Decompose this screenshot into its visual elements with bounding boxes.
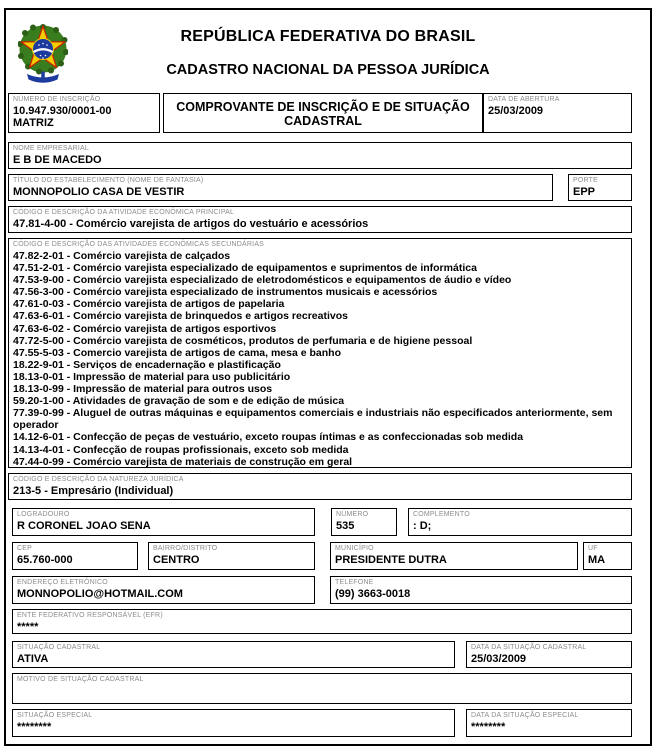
field-label: CÓDIGO E DESCRIÇÃO DA ATIVIDADE ECONÔMICA PRINCIPAL xyxy=(13,209,235,216)
field-value: (99) 3663-0018 xyxy=(335,588,411,600)
field-municipio xyxy=(330,542,578,570)
atividade-secundaria-item: 47.55-5-03 - Comercio varejista de artigos de cama, mesa e banho xyxy=(13,346,341,359)
field-value: 25/03/2009 xyxy=(488,105,544,117)
atividade-secundaria-item: 77.39-0-99 - Aluguel de outras máquinas e equipamentos comerciais e industriais não especificados anteriormente, sem operador xyxy=(13,407,613,432)
field-value: 535 xyxy=(336,520,355,532)
atividade-secundaria-item: 47.44-0-99 - Comércio varejista de materiais de construção em geral xyxy=(13,455,353,468)
field-value: PRESIDENTE DUTRA xyxy=(335,554,447,566)
field-complemento xyxy=(408,508,632,536)
field-nome-empresarial xyxy=(8,142,632,169)
field-label: TELEFONE xyxy=(335,579,374,586)
atividade-secundaria-item: 47.56-3-00 - Comércio varejista especializado de instrumentos musicais e acessórios xyxy=(13,286,438,299)
field-label: CEP xyxy=(17,545,32,552)
field-label: DATA DA SITUAÇÃO CADASTRAL xyxy=(471,644,587,651)
field-endereco-eletronico xyxy=(12,576,315,604)
field-value: MONNOPOLIO CASA DE VESTIR xyxy=(13,186,185,198)
atividade-secundaria-item: 47.82-2-01 - Comércio varejista de calçados xyxy=(13,250,231,262)
field-nome-fantasia xyxy=(8,174,553,201)
field-value: ***** xyxy=(17,621,39,633)
atividade-secundaria-item: 14.12-6-01 - Confecção de peças de vestuário, exceto roupas íntimas e as confeccionadas sob medida xyxy=(13,431,524,444)
atividade-secundaria-item: 18.13-0-01 - Impressão de material para uso publicitário xyxy=(13,370,291,383)
atividade-secundaria-item: 18.13-0-99 - Impressão de material para outros usos xyxy=(13,383,273,396)
field-label: CÓDIGO E DESCRIÇÃO DA NATUREZA JURÍDICA xyxy=(13,476,184,483)
atividade-secundaria-item: 47.61-0-03 - Comércio varejista de artigos de papelaria xyxy=(13,298,285,311)
field-value: MA xyxy=(588,554,606,566)
atividade-secundaria-item: 14.13-4-01 - Confecção de roupas profissionais, exceto sob medida xyxy=(13,443,349,456)
field-label: ENTE FEDERATIVO RESPONSÁVEL (EFR) xyxy=(17,612,163,619)
atividade-secundaria-item: 47.63-6-01 - Comércio varejista de brinquedos e artigos recreativos xyxy=(13,310,348,323)
field-label: SITUAÇÃO ESPECIAL xyxy=(17,712,93,719)
field-situacao-cadastral xyxy=(12,641,455,668)
field-label: UF xyxy=(588,545,598,552)
field-label: COMPLEMENTO xyxy=(413,511,470,518)
field-value: ******** xyxy=(17,721,52,733)
atividade-secundaria-item: 18.22-9-01 - Serviços de encadernação e plastificação xyxy=(13,358,281,371)
field-label: PORTE xyxy=(573,177,598,184)
field-uf xyxy=(583,542,632,570)
comprovante-title: COMPROVANTE DE INSCRIÇÃO E DE SITUAÇÃO CADASTRAL xyxy=(176,99,470,128)
field-label: MOTIVO DE SITUAÇÃO CADASTRAL xyxy=(17,676,144,683)
field-label: SITUAÇÃO CADASTRAL xyxy=(17,644,101,651)
field-value: 213-5 - Empresário (Individual) xyxy=(13,485,174,497)
field-value-tipo: MATRIZ xyxy=(13,117,54,129)
document-subtitle: CADASTRO NACIONAL DA PESSOA JURÍDICA xyxy=(166,62,490,78)
document-title: REPÚBLICA FEDERATIVA DO BRASIL xyxy=(180,28,476,45)
field-value: CENTRO xyxy=(153,554,200,566)
field-label: NÚMERO DE INSCRIÇÃO xyxy=(13,96,101,103)
field-natureza-juridica xyxy=(8,473,632,500)
field-numero-inscricao xyxy=(8,93,160,133)
atividade-secundaria-item: 47.63-6-02 - Comércio varejista de artigos esportivos xyxy=(13,322,277,335)
field-value: MONNOPOLIO@HOTMAIL.COM xyxy=(17,588,183,600)
atividades-secundarias-list xyxy=(13,250,627,468)
field-label: DATA DA SITUAÇÃO ESPECIAL xyxy=(471,712,579,719)
field-label: DATA DE ABERTURA xyxy=(488,96,560,103)
field-atividade-principal xyxy=(8,206,632,233)
field-label: LOGRADOURO xyxy=(17,511,70,518)
field-value: ******** xyxy=(471,721,506,733)
field-bairro xyxy=(148,542,315,570)
field-value: 10.947.930/0001-00 xyxy=(13,105,112,117)
field-label: BAIRRO/DISTRITO xyxy=(153,545,218,552)
field-value: ATIVA xyxy=(17,653,49,665)
field-value: 25/03/2009 xyxy=(471,653,527,665)
cnpj-certificate-document xyxy=(4,8,652,746)
field-label: NÚMERO xyxy=(336,511,369,518)
atividade-secundaria-item: 47.51-2-01 - Comércio varejista especializado de equipamentos e suprimentos de informática xyxy=(13,262,477,275)
field-label: ENDEREÇO ELETRÔNICO xyxy=(17,579,108,586)
field-logradouro xyxy=(12,508,315,536)
field-value: EPP xyxy=(573,186,596,198)
atividade-secundaria-item: 59.20-1-00 - Atividades de gravação de som e de edição de música xyxy=(13,395,345,408)
field-data-situacao-especial xyxy=(466,709,632,737)
field-value: : D; xyxy=(413,520,432,532)
field-motivo-situacao-cadastral xyxy=(12,673,632,704)
field-value: 47.81-4-00 - Comércio varejista de artigos do vestuário e acessórios xyxy=(13,218,369,230)
field-atividades-secundarias xyxy=(8,238,632,468)
field-situacao-especial xyxy=(12,709,455,737)
field-label: TÍTULO DO ESTABELECIMENTO (NOME DE FANTASIA) xyxy=(13,177,204,184)
field-value: E B DE MACEDO xyxy=(13,154,102,166)
field-porte xyxy=(568,174,632,201)
field-value: 65.760-000 xyxy=(17,554,73,566)
field-numero xyxy=(331,508,397,536)
comprovante-title-box xyxy=(163,93,483,133)
field-cep xyxy=(12,542,138,570)
field-label: MUNICÍPIO xyxy=(335,545,374,552)
field-efr xyxy=(12,609,632,634)
field-label: CÓDIGO E DESCRIÇÃO DAS ATIVIDADES ECONÔMICAS SECUNDÁRIAS xyxy=(13,241,265,248)
field-value: R CORONEL JOAO SENA xyxy=(17,520,151,532)
field-data-abertura xyxy=(483,93,632,133)
field-telefone xyxy=(330,576,632,604)
field-label: NOME EMPRESARIAL xyxy=(13,145,89,152)
atividade-secundaria-item: 47.72-5-00 - Comércio varejista de cosméticos, produtos de perfumaria e de higiene pessoal xyxy=(13,334,473,347)
field-data-situacao-cadastral xyxy=(466,641,632,668)
atividade-secundaria-item: 47.53-9-00 - Comércio varejista especializado de eletrodomésticos e equipamentos de áudio e vídeo xyxy=(13,274,512,287)
